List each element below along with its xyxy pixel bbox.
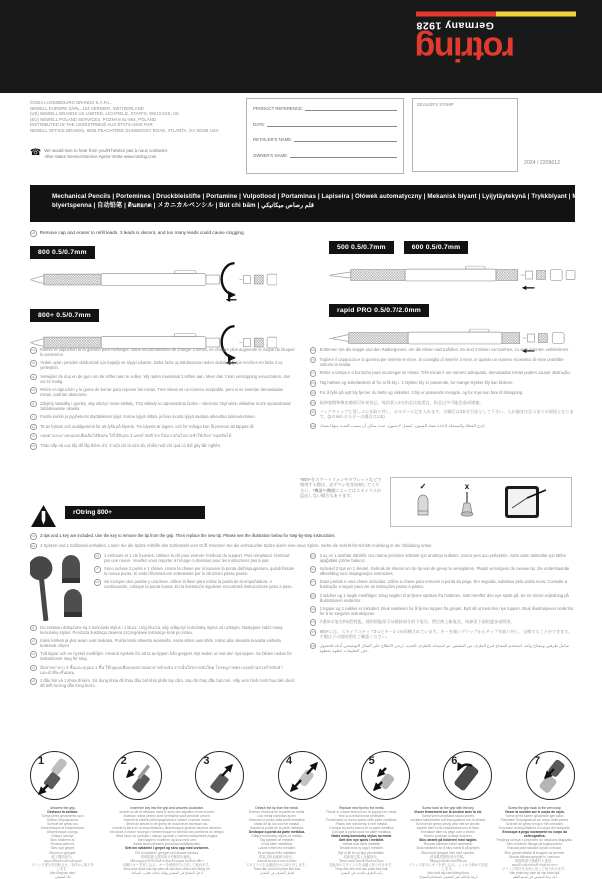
translation-item <box>310 423 576 430</box>
language-circle: SE <box>31 425 36 429</box>
step-line: ركب الطرف الجديد في المعدن <box>340 870 383 875</box>
step-line: Tutma yerini anahtarla sıkıca çevirin. <box>421 814 475 819</box>
step-line: グリップ部分にキーを差し込み、しっかり締めて固定します。 <box>408 862 488 871</box>
language-circle: AR <box>310 644 315 648</box>
field-write-line <box>294 138 397 142</box>
language-circle: CN <box>310 621 315 625</box>
step-line: Schroef de greep terug in het omhulsel. <box>505 822 564 827</box>
step-circle-4: 4 <box>278 751 327 800</box>
step-line: Skru opp grepet. <box>50 846 75 851</box>
translation-text: 2 spidser og 1 nøgle medfølger. Brug nøglen til at fjerne spidsen fra holderen. Sæt herefter den nye spids på. Se en trinvis vejledning på illustrationen nedenfor. <box>319 592 569 603</box>
field-write-line <box>305 107 397 111</box>
language-circle: VN <box>31 680 36 684</box>
translation-text: Yedek uçları yeniden doldurmak için kapağı ve silgiyi çıkartın. Daha fazla uç takılmasına neden olabileceği için tercihen en fazla 3 uç yerleştirin. <box>40 360 283 371</box>
step-line: Apriete bien en la empuñadura con la llave. <box>416 826 480 831</box>
step-text-column <box>494 806 575 879</box>
language-bar-line2: blyertspenna | 自动铅笔 | ดินสอกด | メカニカルペンシル | Bút chì bấm | قلم رصاص ميكانيكي <box>52 201 314 209</box>
translation-item <box>310 566 576 576</box>
step-line: Steek de sleutel in de greep en draai deze rechtsom los. <box>125 822 209 827</box>
step-line: Aseta avain pitimeen ja ruuvaa myötäpäivään. <box>133 842 201 847</box>
step-text-column <box>239 806 316 879</box>
translation-item <box>310 370 576 377</box>
language-circle: PL <box>31 402 35 406</box>
step-line: Inserte la llave en la empuñadura y desenrosque girando hacia la derecha. <box>112 826 222 831</box>
language-circle: DE <box>310 349 315 352</box>
translation-text: For å fylle på nytt bly fjerner du hette og viskelær. 3 bly er passende mengde, og for mye kan føre til tilstopping. <box>319 389 524 395</box>
step-line: Visser la section sur le corps du stylo. <box>504 810 565 815</box>
phone-icon: ☎ <box>30 147 42 157</box>
step-line: Ruuvaa pitimeen kiinni avaimella. <box>423 842 473 847</box>
language-circle: VN <box>31 445 36 449</box>
step-line: Sæt den nye spids i metallet. <box>339 838 385 843</box>
language-circle: IT <box>94 566 101 573</box>
step-line: أدخل المفتاح في المقبض وفكه باتجاه عقارب الساعة <box>131 870 203 875</box>
step-line: Ucu metal kısımdan ayırın. <box>257 814 297 819</box>
step-line: Avvitare saldamente sull’impugnatura con la chiave. <box>410 818 487 823</box>
translation-item <box>94 566 296 576</box>
step-line: เสียบกุญแจเข้าไปในด้ามจับแล้วหมุนตามเข็มนาฬิกา <box>130 858 204 863</box>
step-line: Anahtarı tutma yerinin içine yerleştirip saat yönünde çevirin. <box>123 814 211 819</box>
translation-text: Zdejmij nasadkę i gumkę, aby włożyć nowe wkłady. Trzy wkłady to odpowiednia liczba – włożenie zbyt wielu wkładów może spowodować zablokowanie ołówka. <box>40 400 292 411</box>
step-line: Odłącz końcówkę stylus od metalu. <box>251 834 303 839</box>
step-line: Włóż klucz do uchwytu i odkręć zgodnie z ruchem wskazówek zegara. <box>115 834 219 839</box>
step-line: För in nyckeln i greppet och skruva medurs. <box>135 850 200 855</box>
refill-note-text: Remove cap and eraser to refill leads. 3 leads is decent, and too many leads could cause clogging. <box>39 230 245 235</box>
translation-text: Kaksi kärkeä ja yksi avain ovat mukana. Poista kärki otteesta avaimella. Aseta sitten uusi kärki. Katso alla olevasta kuvasta vaiheita koskevat ohjeet. <box>40 637 281 649</box>
step-line: Skru holderen af. <box>50 838 76 843</box>
form-field <box>253 122 397 127</box>
translation-item <box>310 357 576 367</box>
plus800-title: rOtring 800+ <box>65 506 205 519</box>
model-label-800: 800 0.5/0.7mm <box>30 246 95 259</box>
step-line: Vặn lỏng tay cầm. <box>49 870 76 875</box>
translation-item <box>94 579 296 589</box>
step-line: Plaats een nieuwe tip in het metaal. <box>335 822 388 827</box>
refill-translations <box>30 347 575 453</box>
step-line: Bruk nøkkelen for å skru hardt til på grepet. <box>416 846 480 851</box>
step-circle-5: 5 <box>361 751 410 800</box>
translation-text: ノックキャップと消しゴムを取り外し、ホルダーに芯を入れます。予備芯は3本を目安として下さい。入れ過ぎは芯づまりの原因となります。(2.0 mm ホルダーの場合は1本) <box>319 409 574 420</box>
step-line: Skru grepet tilbake til kroppen av pennen. <box>504 850 566 855</box>
language-circle: FI <box>30 414 37 421</box>
translation-item <box>30 651 296 661</box>
step-line: Enrosque la empuñadura al cuerpo del bolígrafo. <box>499 826 571 831</box>
step-circles-row <box>30 751 575 800</box>
language-bar-line1: Mechanical Pencils | Portemines | Druckbleistifte | Portamine | Vulpotlood | Portaminas | Lapiseira | Ołówek automatyczny | Mekanisk blyant | Lyijytäytekynä | Trykkblyant | Mekanisk <box>52 192 602 200</box>
red-bar <box>416 12 496 17</box>
cross-icon: x <box>464 481 470 491</box>
translation-item <box>30 347 296 357</box>
step-line: Mocno przykręć uchwyt kluczem. <box>424 834 473 839</box>
translation-item <box>310 380 576 387</box>
step-line: Maak de tip los van het metaal. <box>254 822 300 827</box>
language-circle: GB <box>31 535 36 538</box>
language-circle: SE <box>31 653 36 657</box>
step-line: فك المقبض <box>54 874 71 879</box>
step-line: Insert the key into the grip and unscrew clockwise. <box>130 806 204 810</box>
step-line: Vaihda uusi kärki metalliin. <box>342 842 382 847</box>
dealer-stamp-box <box>412 98 518 172</box>
language-circle: PL <box>31 626 35 630</box>
legal-line: ©2024 LUXEMBOURG BRANDS S.À.R.L. <box>30 100 112 105</box>
translation-item <box>310 629 576 639</box>
form-field <box>253 153 397 158</box>
step-line: 用钥匙将握持部分拧紧。 <box>430 854 467 859</box>
legal-line: NEWELL EUROPE SÀRL, 124 VERNIER, SWITZERLAND <box>30 105 144 111</box>
field-label: RETAILER’S NAME: <box>253 137 293 142</box>
step-line: Unscrew the grip. <box>49 806 76 810</box>
step-line: Placer le nouvel embout sur le support en métal. <box>326 810 398 815</box>
step-line: 交換用のスタイラスを金属に取り付けます。 <box>328 862 395 867</box>
step-line: Enrosque a pega novamente no corpo da esferográfica. <box>502 830 568 839</box>
translation-text: Retirez le capuchon et la gomme pour recharger. Nous recommandons de charger 3 mines, en charger plus augmente le risque de bloquer le portemine. <box>40 347 295 358</box>
step-text-column <box>102 806 233 879</box>
contact-block <box>30 148 168 160</box>
field-label: DATE: <box>253 121 266 127</box>
step-line: Destaque a ponta da parte metálica. <box>248 830 306 835</box>
translation-item <box>94 553 296 563</box>
step-line: Przykręć uchwyt z powrotem do obudowy długopisu. <box>496 838 574 843</box>
step-line: ใส่ปลายอันใหม่เข้ากับส่วนโลหะ <box>339 858 385 863</box>
step-line: Nałóż nową końcówkę stylus na metal. <box>331 834 393 839</box>
translation-text: 2 đầu bút và 1 khóa đi kèm. Sử dụng khóa để tháo đầu bút khỏi phần tay cầm. Sau đó thay đầu bút mới. Hãy xem hình minh họa bên dưới để biết hướng dẫn từng bước. <box>40 678 295 689</box>
field-label: OWNER’S NAME: <box>253 152 289 158</box>
step-line: ถอดปลายออกจากส่วนโลหะ <box>257 858 297 863</box>
step-circle-1: 1 <box>30 751 79 800</box>
step-line: اربط بإحكام على المقبض باستخدام المفتاح <box>419 874 478 879</box>
language-circle: AR <box>310 424 315 428</box>
translation-item <box>30 424 296 431</box>
step-line: Løsne hetten fra metallet. <box>258 846 296 851</box>
form-field <box>253 106 397 111</box>
translation-text: Två tippar och en nyckel medföljer. Använd nyckeln för att ta av tippen från greppet. Byt sedan ut mot den nya tippen. Se bilden nedan för instruktioner steg för steg. <box>40 651 292 662</box>
translation-item <box>310 390 576 397</box>
step-line: Inserire la chiave nell’impugnatura e svitare in senso orario. <box>123 818 211 823</box>
key-and-tips-graphic <box>30 553 86 625</box>
language-circle: PT <box>311 372 315 376</box>
translation-text: 2 Spitzen und 1 Schlüssel enthalten. Lösen Sie die Spitze mithilfe des Schlüssels vom Griff. Ersetzen Sie die verbrauchte Spitze durch eine neue Spitze. Siehe die Schritt-für-Schritt-Anleitung in der Abbildung unten. <box>40 542 433 548</box>
language-circle: NL <box>311 567 315 571</box>
plus800-items-beside-graphic <box>94 553 296 625</box>
step-line: Screw hard on the grip with the key. <box>422 806 475 810</box>
translation-item <box>30 443 296 450</box>
translation-text: Entfernen Sie die Kappe und den Radiergummi, um die Minen nachzufüllen. Es sind 3 Minen vorzusehen, zu viele könnten verklemmen. <box>319 347 570 352</box>
language-circle: DE <box>31 544 36 548</box>
form-field <box>253 137 397 142</box>
translation-item <box>30 374 296 384</box>
pencil-diagram-800 <box>30 261 277 303</box>
step-circle-2: 2 <box>113 751 162 800</box>
translation-item <box>310 579 576 589</box>
step-line: Skruva ur greppet. <box>49 850 77 855</box>
step-line: Sæt nøglen i holderen og skru med uret. <box>137 838 197 843</box>
stamp-label: DEALER’S STAMP <box>417 102 454 107</box>
model-label-600: 600 0.5/0.7mm <box>404 241 469 254</box>
language-circle: CN <box>310 401 315 405</box>
translation-item <box>30 414 296 421</box>
step-line: أعد ربط المقبض في جسم القلم <box>512 874 557 879</box>
translation-text: Ta av hylsan och suddgummit för att fylla på blyerts. Tre blyerts är lagom, och för många kan få pennan att täppas till. <box>40 423 255 429</box>
step-line: スタイラスを金属部分から取り外します。 <box>245 862 309 867</box>
model-label-500: 500 0.5/0.7mm <box>329 241 394 254</box>
translation-item <box>310 553 576 563</box>
language-circle: FR <box>95 554 100 558</box>
step-line: Schroef de greep stevig vast met de sleutel. <box>416 822 481 827</box>
plus800-col-left <box>30 553 296 692</box>
step-line: Schroef de greep los. <box>47 822 79 827</box>
language-circle: TH <box>31 666 36 670</box>
translation-text: 800+には、スタイラスチップ2つとキー1つが同梱されています。キーを使いグリップからチップを取り外し、交換することができます。手順は下の説明図をご確認ください。 <box>319 629 573 640</box>
translation-text: 2 embouts et 1 clé fournies. Utilisez la clé pour enlever l’embout du support. Puis remplacez l’embout par une neuve. Veuillez vous reporter à l’image ci-dessous pour les instructions pas à pas. <box>104 552 290 563</box>
step-line: Svitare l’impugnatura. <box>46 818 79 823</box>
step-line: Visser fermement sur la section avec la clé. <box>414 810 483 815</box>
step-line: หมุนเกลียวส่วนด้ามจับออก <box>43 858 82 863</box>
translation-item <box>310 619 576 626</box>
step-line: Tag spidsen af metallet. <box>259 838 295 843</box>
warning-triangle-icon <box>30 504 57 528</box>
refill-col-left <box>30 347 296 453</box>
step-line: Detach the tip from the metal. <box>255 806 299 810</box>
step-line: 付属のキーを差し込み、キーを時計回りに回して緩めます。 <box>122 862 212 867</box>
step-line: 旋下握持部分。 <box>51 854 75 859</box>
step-line: Vặn chặt tay cầm bằng khóa. <box>426 870 470 875</box>
translation-item <box>310 347 576 354</box>
step-line: Tháo đầu bút khỏi phần kim loại. <box>253 866 301 871</box>
step-line: Enrosque bem na pega com a chave. <box>420 830 476 835</box>
plus800-col-right <box>310 553 576 692</box>
step-line: Screw the grip back to the pen body. <box>508 806 562 810</box>
translation-text: 2 tupper og 1 nøkkel er inkludert. Bruk nøkkelen for å fjerne tuppen fra grepet. Bytt så ut med den nye tuppen. Bruk illustrasjonen nedenfor for å se stegvise instruksjoner. <box>319 606 574 617</box>
language-circle: JP <box>311 631 315 635</box>
step-line: Desenrosque a pega. <box>47 830 79 835</box>
refill-note-en <box>30 230 430 237</box>
step-line: Dévisser la section. <box>47 810 79 815</box>
language-circle: TH <box>31 435 36 439</box>
legal-line: (EU) NEWELL POLAND SERVICES, POZNAN 61-664, POLAND <box>30 116 157 122</box>
step-line: グリップ部分を回転させ、本体から取り外します。 <box>31 862 94 871</box>
translation-text: Duas pontas e uma chave incluídas. Utilize a chave para remover a ponta da pega. Em seguida, substitua pela ponta nova. Consulte a ilustração a seguir para ver as instruções passo a passo. <box>319 579 568 590</box>
language-circle: FR <box>31 349 36 352</box>
step-line: Coloque la punta nueva en la parte metálica. <box>328 826 395 831</box>
translation-item <box>30 638 296 648</box>
document-code: 2024 / 2209612 <box>524 160 561 166</box>
step-line: 将新笔尖装入金属部分。 <box>343 854 380 859</box>
language-circle: IT <box>310 357 317 364</box>
language-circle: JP <box>311 411 315 415</box>
step-circle-6: 6 <box>443 751 492 800</box>
step-line: Posizionare la nuova punta nella parte metallica. <box>326 818 398 823</box>
step-line: Separe la punta de la parte metálica. <box>250 826 304 831</box>
step-text-column <box>408 806 489 879</box>
plus800-item-en <box>30 533 575 540</box>
brand-bar <box>416 12 576 17</box>
translation-text: ถอดฝาและยางลบออกเพื่อเติมไส้ดินสอ ใส่ไส้ดินสอ 3 แท่งกำลังดี หากใส่มากเกินไปอาจทำให้เกิดการอุดตันได้ <box>40 433 232 439</box>
translation-text: Sono incluse 2 punte e 1 chiave. Usare la chiave per rimuovere la punta dall’impugnatura, quindi fissare la nuova punta. Si veda l’illustrazione sottostante per le istruzioni passo passo. <box>104 565 295 577</box>
pencil-diagram-500-600 <box>329 256 576 298</box>
translation-text: 2 tips and 1 key are included. Use the key to remove the tip from the grip. Then replace the new tip. Please see the illustration below for step-by-step instructions. <box>40 533 336 538</box>
stylus-note-jp: *800+をスマートフォンやタブレットなどで使用する際は、必ずペン先を収納してください。*機器や機種によってはスタイラスが反応しない場合もあります。 <box>300 477 382 498</box>
translation-text: มีปลายปากกา 2 ชิ้นและกุญแจ 1 ชิ้น ใช้กุญแจเพื่อถอดปลายออกจากด้ามจับ จากนั้นใส่ปลายอันใหม่ โปรดดูภาพประกอบด้านล่างสำหรับคำแนะนำทีละขั้นตอน <box>40 664 283 675</box>
field-label: PRODUCT REFERENCE: <box>253 106 304 111</box>
step-line: Skru holderen tilbage på kuglepennen. <box>506 842 563 847</box>
language-circle: DK <box>310 381 315 385</box>
step-line: Staccare la punta dalla parte metallica. <box>248 818 306 823</box>
brand-tagline: Germany 1928 <box>416 19 494 32</box>
step-line: Byt ut till en ny tipp på metallen. <box>338 850 385 855</box>
step-line: Thay đầu bút mới vào phần kim loại. <box>335 866 389 871</box>
step-line: Odkręć uchwyt. <box>51 834 75 839</box>
translation-text: Verwijder de dop en de gum om de stiften aan te vullen. Wij raden maximaal 3 stiften aan. Meer dan 3 kan verstopping veroorzaken, dus vul ze matig. <box>40 373 291 384</box>
translation-item <box>30 625 296 635</box>
translation-item <box>310 400 576 407</box>
translation-item <box>310 409 576 419</box>
step-line: Sett inn nøkkelen i grepet og skru opp med urviseren. <box>124 846 210 851</box>
step-line: Coloque a ponta nova na parte metálica. <box>331 830 392 835</box>
translation-item <box>30 433 296 440</box>
translation-text: Poista korkki ja pyyhekumi täyttääksesi lyijyt. Kolme lyijyä riittää, ja liian monta lyijyä saattaa aiheuttaa tukkeutumisen. <box>40 413 256 419</box>
step-line: Desenrosque la empuñadura. <box>41 826 85 831</box>
translation-text: Retire el capuchón y la goma de borrar para reponer las minas. Tres minas es un número aceptable, pero si se insertan demasiadas minas, podrían atascarse. <box>40 387 283 398</box>
step-line: Replace new tip into the metal. <box>339 806 385 810</box>
language-circle: GB <box>31 232 36 235</box>
step-circle-3: 3 <box>195 751 244 800</box>
translation-item <box>30 665 296 675</box>
step-text-columns <box>30 806 575 879</box>
step-line: Skruva tillbaka greppet in i pennan. <box>508 854 561 859</box>
legal-line: NEWELL OFFICE BRANDS, 6655 PEACHTREE DUNWOODY ROAD, ATLANTA, GA 30328 USA <box>30 127 219 133</box>
translation-text: Togliere il cappuccio e la gomma per inserire le mine. Si consiglia di inserire 3 mine, in quanto un numero eccessivo di mine potrebbe ostruire la matita. <box>319 356 564 367</box>
legal-block <box>30 100 245 134</box>
step-line: 将握持部分重新拧入笔身。 <box>514 858 555 863</box>
step-line: افصل الطرف عن المعدن <box>259 870 295 875</box>
plus800-items-left <box>30 625 296 689</box>
translation-text: انزع الغطاء والممحاة لإعادة تعبئة السنون. يُفضل ٣ سنون، حيث يمكن أن يسبب العديد منها انسداد. <box>319 422 486 428</box>
translation-text: Tháo nắp và cục tẩy để lắp thêm chì. 3 ruột chì là vừa đủ, nhiều ruột chì quá có thể gây tắc nghẽn. <box>40 443 222 449</box>
step-line: Yeni ucu metal kısma yerleştirin. <box>338 814 386 819</box>
step-line: Irrota kärki metallista. <box>261 842 293 847</box>
step-line: Ta av tippen från metallen. <box>257 850 297 855</box>
step-text-column <box>321 806 402 879</box>
step-line: Enlever l’embout de la partie en métal. <box>248 810 306 815</box>
step-line: 将钥匙插入握持部分并顺时针旋转。 <box>140 854 194 859</box>
plus800-section <box>30 504 575 691</box>
refill-col-right <box>310 347 576 453</box>
translation-text: Retire a tampa e a borracha para recarregar as minas. Três minas é um número adequado, demasiadas minas podem causar obstrução. <box>319 370 571 376</box>
translation-item <box>30 387 296 397</box>
translation-text: Inclusief 2 tips en 1 sleutel. Gebruik de sleutel om de tip van de greep te verwijderen. Plaats vervolgens de nieuwe tip. Zie onderstaande afbeelding voor stapsgewijze instructies. <box>319 565 570 577</box>
language-circle: DK <box>310 594 315 598</box>
translation-item <box>310 606 576 616</box>
language-circle: PT <box>311 581 315 585</box>
step-line: Insérer la clé et dévisser dans le sens des aiguilles d’une montre. <box>119 810 215 815</box>
language-circle: NO <box>310 608 315 612</box>
model-label-rapidpro: rapid PRO 0.5/0.7/2.0mm <box>329 304 429 317</box>
language-circle: ES <box>31 389 36 393</box>
header-band <box>0 0 602 93</box>
translation-text: 2 uç ve 1 anahtar dahildir. Ucu tutma yerinden sökmek için anahtarı kullanın. Sonra yeni ucu yerleştirin. Adım adım talimatlar için lütfen aşağıdaki çizime bakınız. <box>319 552 567 563</box>
step-line: หมุนด้ามจับกลับเข้ากับตัวปากกา <box>511 862 558 867</box>
translation-item <box>30 360 296 370</box>
language-circle: TR <box>31 362 36 366</box>
translation-item <box>310 643 576 653</box>
field-write-line <box>290 154 397 158</box>
translation-item <box>310 593 576 603</box>
translation-item <box>30 678 296 688</box>
step-line: Introduza a chave na pega e desenrosque no sentido dos ponteiros do relógio. <box>109 830 225 835</box>
model-label-800plus: 800+ 0.5/0.7mm <box>30 309 99 322</box>
step-circle-7: 7 <box>526 751 575 800</box>
rotring-logo <box>416 12 576 68</box>
plus800-item-de <box>30 543 575 550</box>
step-line: Skru stramt på holderen med nøglen. <box>419 838 478 843</box>
language-circle: NL <box>31 375 36 379</box>
translation-item <box>30 401 296 411</box>
step-line: Tutma yerini kalem gövdesine geri takın. <box>505 814 565 819</box>
translation-text: 内附2支笔尖和1把钥匙。使用钥匙即可从握持部分拆下笔尖。然后换上新笔尖。请参见下面的逐步说明图。 <box>319 619 515 625</box>
check-icon: ✓ <box>419 481 427 491</box>
owner-form <box>246 98 404 174</box>
step-line: Tutma yerini gevşeterek açın. <box>41 814 85 819</box>
step-line: Riavvitare l’impugnatura sul corpo della penna. <box>500 818 570 823</box>
translation-text: شامل طرفين ومفتاح واحد. استخدم المفتاح لنزع الطرف من المقبض. ثم استبدله بالطرف الجديد. يُرجى الاطلاع على المثال التوضيحي أدناه للحصول على التعليمات خطوة بخطوة. <box>319 642 570 653</box>
legal-line: (UK) NEWELL BRANDS UK LIMITED, LICHFIELD, STAFFS, WS13 6SS, UK <box>30 111 180 117</box>
step-line: Đưa chìa khóa vào tay cầm và vặn theo chiều kim đồng hồ. <box>123 866 211 871</box>
legal-line: DISTRIBUTED IN THE US/DISTRIBUÉ AUX ÉTATS-UNIS PAR: <box>30 122 154 128</box>
step-line: Erstatt med ny tupp i metallet. <box>339 846 384 851</box>
contact-line: We would love to hear from you/N’hésitez pas à nous contacter. <box>44 148 169 153</box>
brand-wordmark: rotring <box>416 29 516 68</box>
language-circle: FI <box>30 638 37 645</box>
language-circle: ES <box>95 581 100 585</box>
step-line: ใช้กุญแจขันด้ามจับให้แน่น <box>429 858 468 863</box>
step-line: 将笔尖和金属部分拆开。 <box>258 854 296 859</box>
language-circle: NO <box>310 391 315 395</box>
translation-text: 取掉笔帽和橡皮擦即可补充铅芯。每次装入3支铅芯比较适宜，铅芯过多可能会造成堵塞。 <box>319 399 484 405</box>
contact-line: After-Sales Service/Service Après-Vente www.rotring.com <box>44 153 157 159</box>
translation-text: Do zestawu dołączone są 2 końcówki stylus i 1 klucz. Użyj klucza, aby odłączyć końcówkę stylus od uchwytu. Następnie załóż nową końcówkę stylus. Poniższa ilustracja zawiera szczegółowe instrukcje krok po kroku. <box>40 624 283 635</box>
step-line: Ruuvaa pidin irti. <box>50 842 76 847</box>
field-write-line <box>267 123 397 127</box>
step-line: Skruva på greppet hårt med nyckeln. <box>421 850 476 855</box>
step-line: Vặn phần tay cầm lại vào thân bút. <box>509 870 561 875</box>
translation-text: Tag hætten og viskelæderet af for at få bly i. 3 stykker bly er passende, for mange stykker bly kan blokere. <box>319 379 514 385</box>
step-line: Ruuvaa pidin takaisin kynän runkoon. <box>507 846 563 851</box>
yellow-bar <box>496 12 576 17</box>
translation-text: Se incluyen dos puntas y una llave. Utilice la llave para retirar la punta de la empuñadura. A continuación, coloque la punta nueva. En la ilustración siguiente encontrará instrucciones paso a paso. <box>104 579 293 590</box>
language-bar <box>30 185 602 222</box>
step-text-column <box>30 806 96 879</box>
step-line: グリップ部分を本体に戻して取り付けます。 <box>501 866 568 871</box>
language-circle: TR <box>311 554 315 558</box>
